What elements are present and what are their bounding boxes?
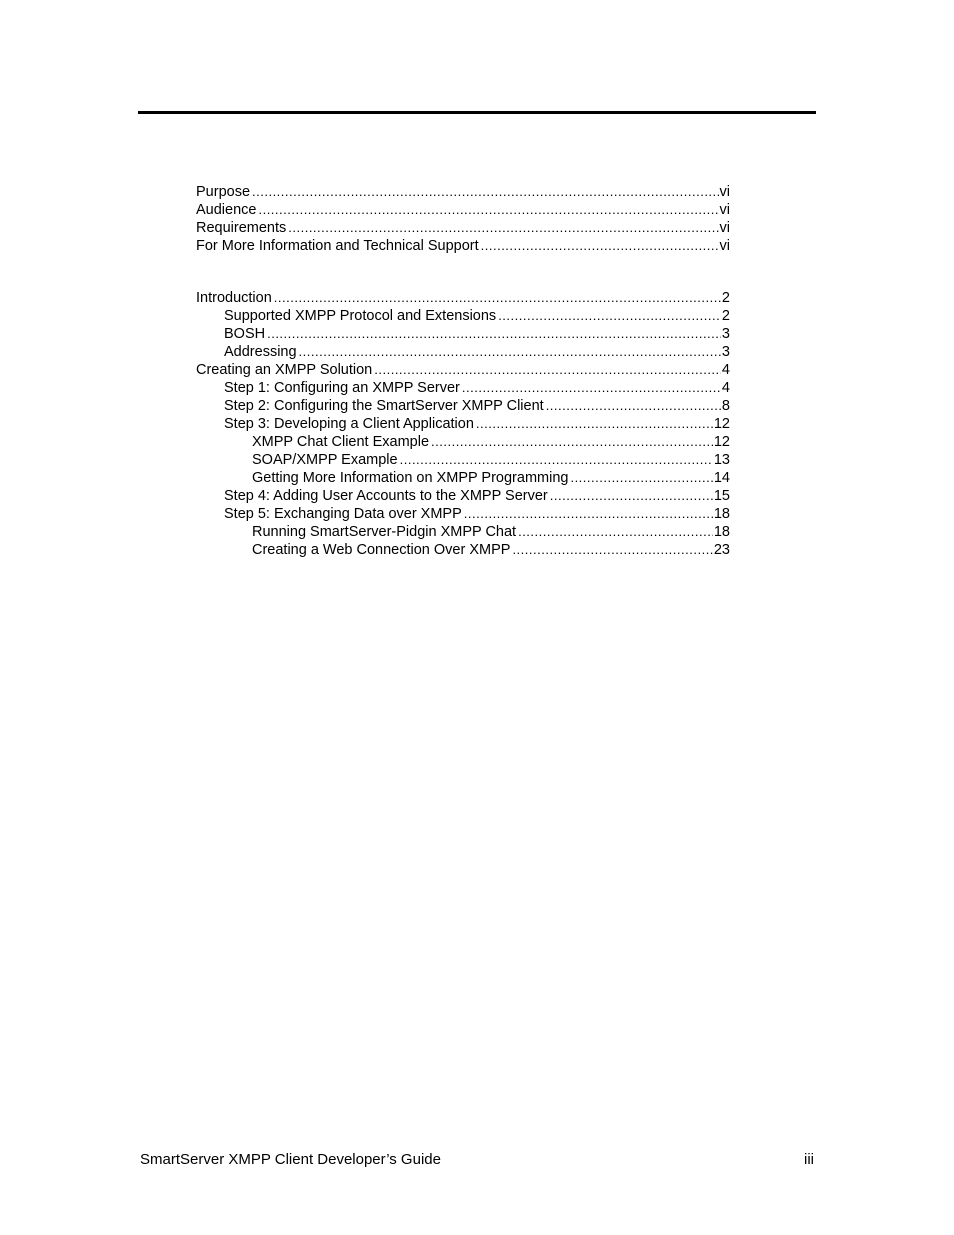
toc-entry[interactable] xyxy=(196,397,730,415)
toc-entry[interactable] xyxy=(196,469,730,487)
toc-entry-page: 18 xyxy=(713,506,730,522)
toc-entry-page: 13 xyxy=(713,452,730,468)
toc-entry-title: Audience xyxy=(196,202,257,218)
page-footer xyxy=(140,1150,814,1170)
toc-entry-title: Getting More Information on XMPP Programming xyxy=(252,470,569,486)
toc-dot-leader xyxy=(462,379,721,397)
toc-entry-page: 3 xyxy=(721,344,730,360)
toc-entry-title: BOSH xyxy=(224,326,266,342)
toc-entry-title: Step 5: Exchanging Data over XMPP xyxy=(224,506,462,522)
toc-entry-title: Step 2: Configuring the SmartServer XMPP Client xyxy=(224,398,544,414)
toc-entry-title: Creating a Web Connection Over XMPP xyxy=(252,542,511,558)
toc-dot-leader xyxy=(258,201,718,219)
toc-dot-leader xyxy=(252,183,719,201)
toc-entry[interactable] xyxy=(196,237,730,255)
toc-entry[interactable] xyxy=(196,343,730,361)
toc-dot-leader xyxy=(400,451,713,469)
toc-entry[interactable] xyxy=(196,289,730,307)
toc-entry[interactable] xyxy=(196,505,730,523)
toc-entry-page: 12 xyxy=(713,416,730,432)
toc-entry-page: 12 xyxy=(713,434,730,450)
toc-entry-title: SOAP/XMPP Example xyxy=(252,452,398,468)
toc-dot-leader xyxy=(550,487,713,505)
toc-dot-leader xyxy=(570,469,712,487)
toc-entry-page: vi xyxy=(719,184,730,200)
toc-dot-leader xyxy=(518,523,713,541)
toc-entry[interactable] xyxy=(196,379,730,397)
toc-dot-leader xyxy=(546,397,721,415)
toc-entry[interactable] xyxy=(196,541,730,559)
toc-dot-leader xyxy=(464,505,713,523)
toc-entry[interactable] xyxy=(196,183,730,201)
toc-entry-title: Running SmartServer-Pidgin XMPP Chat xyxy=(252,524,517,540)
toc-entry-title: Introduction xyxy=(196,290,272,306)
toc-entry-page: 2 xyxy=(721,290,730,306)
toc-front-matter xyxy=(196,183,730,255)
toc-entry-page: 2 xyxy=(721,308,730,324)
toc-entry[interactable] xyxy=(196,219,730,237)
toc-dot-leader xyxy=(476,415,713,433)
toc-entry-page: 4 xyxy=(721,362,730,378)
toc-entry-title: Purpose xyxy=(196,184,251,200)
toc-entry-title: Creating an XMPP Solution xyxy=(196,362,373,378)
toc-entry-title: Supported XMPP Protocol and Extensions xyxy=(224,308,497,324)
toc-entry[interactable] xyxy=(196,361,730,379)
toc-entry[interactable] xyxy=(196,487,730,505)
toc-entry[interactable] xyxy=(196,433,730,451)
toc-entry[interactable] xyxy=(196,325,730,343)
toc-entry-page: 18 xyxy=(713,524,730,540)
toc-entry-page: vi xyxy=(719,220,730,236)
toc-dot-leader xyxy=(498,307,721,325)
toc-entry-title: For More Information and Technical Support xyxy=(196,238,479,254)
toc-entry[interactable] xyxy=(196,415,730,433)
toc-dot-leader xyxy=(481,237,719,255)
toc-entry-title: Step 3: Developing a Client Application xyxy=(224,416,474,432)
toc-entry-page: vi xyxy=(719,238,730,254)
toc-entry[interactable] xyxy=(196,451,730,469)
footer-page-number: iii xyxy=(804,1151,814,1168)
toc-entry[interactable] xyxy=(196,523,730,541)
toc-dot-leader xyxy=(274,289,721,307)
toc-dot-leader xyxy=(267,325,721,343)
toc-dot-leader xyxy=(374,361,721,379)
toc-entry-title: Step 1: Configuring an XMPP Server xyxy=(224,380,460,396)
toc-dot-leader xyxy=(512,541,712,559)
toc-dot-leader xyxy=(431,433,713,451)
toc-entry-page: 14 xyxy=(713,470,730,486)
toc-dot-leader xyxy=(288,219,718,237)
toc-entry-title: Step 4: Adding User Accounts to the XMPP Server xyxy=(224,488,548,504)
toc-entry-page: 3 xyxy=(721,326,730,342)
toc-entry-page: 4 xyxy=(721,380,730,396)
toc-entry-page: 15 xyxy=(713,488,730,504)
toc-entry-title: Requirements xyxy=(196,220,287,236)
toc-entry-page: vi xyxy=(719,202,730,218)
toc-entry-page: 8 xyxy=(721,398,730,414)
toc-main-contents xyxy=(196,289,730,559)
toc-dot-leader xyxy=(299,343,721,361)
header-rule xyxy=(138,111,816,114)
toc-entry[interactable] xyxy=(196,307,730,325)
toc-entry-title: Addressing xyxy=(224,344,297,360)
toc-entry-title: XMPP Chat Client Example xyxy=(252,434,430,450)
footer-document-title: SmartServer XMPP Client Developer’s Guide xyxy=(140,1151,441,1168)
toc-entry[interactable] xyxy=(196,201,730,219)
toc-entry-page: 23 xyxy=(713,542,730,558)
